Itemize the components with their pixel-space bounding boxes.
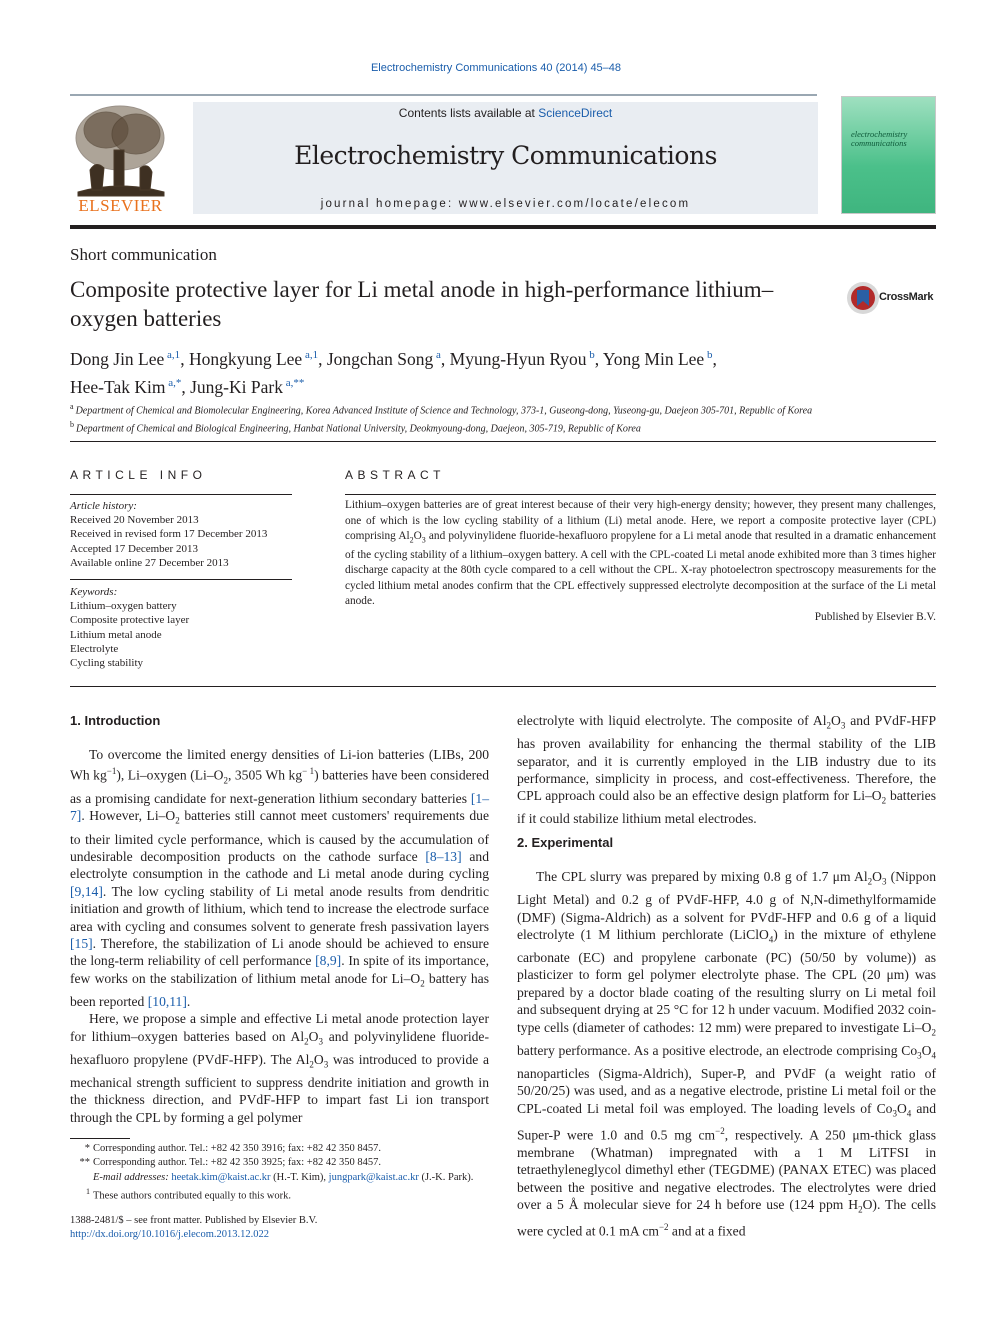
- footnote: $^1$ These authors contributed equally to this work.: [86, 1187, 291, 1202]
- body-column-left: [70, 746, 489, 1126]
- affiliation: $^a$ Department of Chemical and Biomolecular Engineering, Korea Advanced Institute of Science and Technology, 373-1, Guseong-dong, Yuseong-gu, Daejeon 305-701, Republic of Korea: [70, 402, 813, 417]
- affiliations: [70, 400, 936, 437]
- paragraph: To overcome the limited energy densities of Li-ion batteries (LIBs, 200 Wh $kg^{-1}$), Li–oxygen ($Li-O_2$, 3505 Wh $kg^{- 1}$) batteries have been considered as a promising candidate for next-generation lithium secondary batteries [1–7]. However, $Li-O_2$ batteries still cannot meet customers' requirements due to their limited cycle performance, which is caused by the accumulation of undesirable decomposition products on the cathode surface [8–13] and electrolyte consumption in the cathode and Li metal anode during cycling [9,14]. The low cycling stability of Li metal anode results from dendritic initiation and growth of lithium, which tend to increase the electrode surface area with cycling and consumes solvent to generate fresh passivation layers [15]. Therefore, the stabilization of Li anode should be achieved to ensure the long-term reliability of cell performance [8,9]. In spite of its importance, few works on the stabilization of lithium metal anode for $Li-O_2$ battery has been reported [10,11].: [70, 747, 490, 1009]
- keywords: [70, 585, 292, 670]
- keywords-heading: Keywords:: [70, 586, 118, 598]
- journal-cover-thumbnail[interactable]: [841, 96, 936, 214]
- author-list: Dong Jin Lee $^{a,1}$, Hongkyung Lee $^{a,1}$, Jongchan Song $^a$, Myung-Hyun Ryou $^b$, Yong Min Lee $^b$, Hee-Tak Kim $^{a,*}$, Jung-Ki Park $^{a,**}$: [70, 348, 717, 397]
- paragraph: electrolyte with liquid electrolyte. The composite of $Al_2O_3$ and PVdF-HFP has proven availability for enhancing the thermal stability of the LIB separator, and it is currently employed in the LIB industry due to its performance, simplicity in process, and cost-effectiveness. Therefore, the CPL approach could also be an effective design platform for $Li-O_2$ batteries if it could stabilize lithium metal electrodes.: [517, 713, 937, 827]
- author-name: Dong Jin Lee: [70, 348, 165, 369]
- footnote: ** Corresponding author. Tel.: +82 42 350 3925; fax: +82 42 350 8457.: [79, 1157, 381, 1169]
- contents-prefix: Contents lists available at: [398, 106, 539, 120]
- reference-link[interactable]: [10,11]: [147, 993, 187, 1009]
- history-heading: Article history:: [70, 500, 137, 512]
- author-name: Hongkyung Lee: [188, 348, 303, 369]
- rule: [345, 494, 936, 495]
- email-link[interactable]: jungpark@kaist.ac.kr: [328, 1171, 419, 1183]
- history-item: Available online 27 December 2013: [70, 556, 229, 569]
- doi-link[interactable]: http://dx.doi.org/10.1016/j.elecom.2013.12.022: [70, 1229, 270, 1241]
- author-affiliation-mark[interactable]: b: [704, 349, 713, 361]
- body-column-right: [517, 712, 936, 828]
- article-info-label: ARTICLE INFO: [70, 468, 207, 482]
- author-affiliation-mark[interactable]: a: [433, 349, 441, 361]
- author-affiliation-mark[interactable]: a,1: [164, 349, 181, 361]
- email-link[interactable]: heetak.kim@kaist.ac.kr: [171, 1171, 271, 1183]
- reference-link[interactable]: [1–7]: [70, 791, 489, 824]
- rule: [70, 494, 292, 495]
- abstract-text: Lithium–oxygen batteries are of great interest because of their very high-energy density; however, they present many challenges, one of which is the low cycling stability of a lithium (Li) metal anode. Here, we report a composite protective layer (CPL) comprising $Al_2O_3$ and polyvinylidene fluoride-hexafluoro propylene for a Li metal anode that resulted in a dramatic enhancement of the cycling stability of a lithium–oxygen battery. A cell with the CPL-coated Li metal anode exhibited more than 3 times higher discharge capacity at the 80th cycle compared to a cell without the CPL. X-ray photoelectron spectroscopy measurements for the cycled lithium metal anodes confirm that the CPL effectively suppressed electrolyte decomposition at the surface of the Li metal anode.: [345, 499, 937, 608]
- author-affiliation-mark[interactable]: a,*: [165, 376, 182, 389]
- author-name: Myung-Hyun Ryou: [449, 348, 587, 369]
- reference-link[interactable]: [8,9]: [315, 953, 342, 969]
- issn-doi: [70, 1214, 317, 1243]
- reference-link[interactable]: [15]: [70, 936, 93, 952]
- body-column-right-2: [517, 868, 936, 1240]
- contents-line: [193, 106, 818, 120]
- keyword: Electrolyte: [70, 642, 119, 655]
- affiliation: $^b$ Department of Chemical and Biological Engineering, Hanbat National University, Deokmyoung-dong, Daejeon, 305-719, Republic of Korea: [70, 420, 641, 435]
- reference-link[interactable]: [9,14]: [70, 883, 103, 899]
- header-top-rule: [70, 94, 817, 96]
- crossmark-label[interactable]: CrossMark: [879, 291, 934, 303]
- article-type: Short communication: [70, 245, 217, 264]
- rule: [70, 441, 936, 442]
- cover-title: electrochemistry communications: [851, 129, 908, 148]
- rule: [70, 686, 936, 687]
- section-heading-experimental: 2. Experimental: [517, 835, 614, 850]
- rule: [70, 579, 292, 580]
- paragraph: Here, we propose a simple and effective Li metal anode protection layer for lithium–oxygen batteries based on $Al_2O_3$ and polyvinylidene fluoride-hexafluoro propylene (PVdF-HFP). The $Al_2O_3$ was introduced to provide a mechanical strength sufficient to suppress dendrite initiation and growth in the thickness direction, and PVdF-HFP to impart fast Li ion transport through the CPL by forming a gel polymer: [70, 1011, 489, 1125]
- keyword: Lithium metal anode: [70, 628, 162, 641]
- published-by: Published by Elsevier B.V.: [814, 611, 936, 623]
- author-name: Jongchan Song: [326, 348, 434, 369]
- journal-citation[interactable]: Electrochemistry Communications 40 (2014) 45–48: [370, 62, 622, 74]
- author-affiliation-mark[interactable]: a,1: [302, 349, 319, 361]
- footnote-emails: E-mail addresses: heetak.kim@kaist.ac.kr (H.-T. Kim), jungpark@kaist.ac.kr (J.-K. Park).: [93, 1171, 474, 1183]
- author-affiliation-mark[interactable]: a,**: [282, 376, 305, 389]
- journal-homepage[interactable]: journal homepage: www.elsevier.com/locate/elecom: [320, 198, 691, 210]
- reference-link[interactable]: [8–13]: [425, 849, 462, 864]
- paragraph: The CPL slurry was prepared by mixing 0.8 g of 1.7 μm $Al_2O_3$ (Nippon Light Metal) and 0.2 g of PVdF-HFP, 4.0 g of N,N-dimethylformamide (DMF) (Sigma-Aldrich) as a solvent for PVdF-HFP and 0.6 g of a liquid electrolyte (1 M lithium perchlorate (LiClO$_4$) in the mixture of ethylene carbonate (EC) and propylene carbonate (PC) (50/50 by volume)) as plasticizer to form gel polymer electrolyte phase. The CPL (20 μm) was prepared by a doctor blade coating of the resulting slurry on Li metal foil and subsequent drying at 25 °C for 12 h under vacuum. Modified 2032 coin-type cells (diameter of cathodes: 12 mm) were prepared to investigate $Li-O_2$ battery performance. As a positive electrode, an electrode comprising $Co_3O_4$ nanoparticles (Sigma-Aldrich), Super-P, and PVdF (a weight ratio of 50/20/25) was used, and as a negative electrode, pristine Li metal foil or the CPL-coated Li metal foil was employed. The loading levels of $Co_3O_4$ and Super-P were 1.0 and 0.5 mg $cm^{-2}$, respectively. A 250 μm-thick glass membrane (Whatman) impregnated with a 1 M LiTFSI in tetraethyleneglycol dimethyl ether (TEGDME) (PANAX ETEC) was placed between the positive and negative electrodes. The electrolytes were dried over a 5 Å molecular sieve for 24 h before use (124 ppm $H_2O$). The cells were cycled at 0.1 mA $cm^{-2}$ and at a fixed: [517, 869, 936, 1239]
- history-item: Accepted 17 December 2013: [70, 542, 198, 555]
- history-item: Received in revised form 17 December 2013: [70, 528, 268, 541]
- header-thick-rule: [70, 225, 936, 229]
- sciencedirect-link[interactable]: ScienceDirect: [538, 106, 613, 120]
- abstract-label: ABSTRACT: [345, 468, 446, 482]
- keyword: Cycling stability: [70, 657, 144, 670]
- author-affiliation-mark[interactable]: b: [586, 349, 595, 361]
- author-name: Hee-Tak Kim: [70, 376, 166, 397]
- author-name: Jung-Ki Park: [190, 376, 283, 397]
- elsevier-wordmark: ELSEVIER: [78, 196, 163, 215]
- history-item: Received 20 November 2013: [70, 514, 199, 527]
- section-heading-introduction: 1. Introduction: [70, 713, 161, 728]
- keyword: Composite protective layer: [70, 614, 190, 627]
- footnotes: [70, 1142, 490, 1204]
- issn-line: 1388-2481/$ – see front matter. Published by Elsevier B.V.: [70, 1215, 318, 1226]
- author-name: Yong Min Lee: [602, 348, 705, 369]
- journal-title: Electrochemistry Communications: [294, 141, 717, 170]
- footnote-rule: [70, 1138, 130, 1139]
- article-title: Composite protective layer for Li metal anode in high-performance lithium–oxygen batteries: [70, 277, 774, 331]
- keyword: Lithium–oxygen battery: [70, 600, 177, 613]
- article-history: [70, 499, 292, 570]
- footnote: * Corresponding author. Tel.: +82 42 350 3916; fax: +82 42 350 8457.: [84, 1143, 381, 1154]
